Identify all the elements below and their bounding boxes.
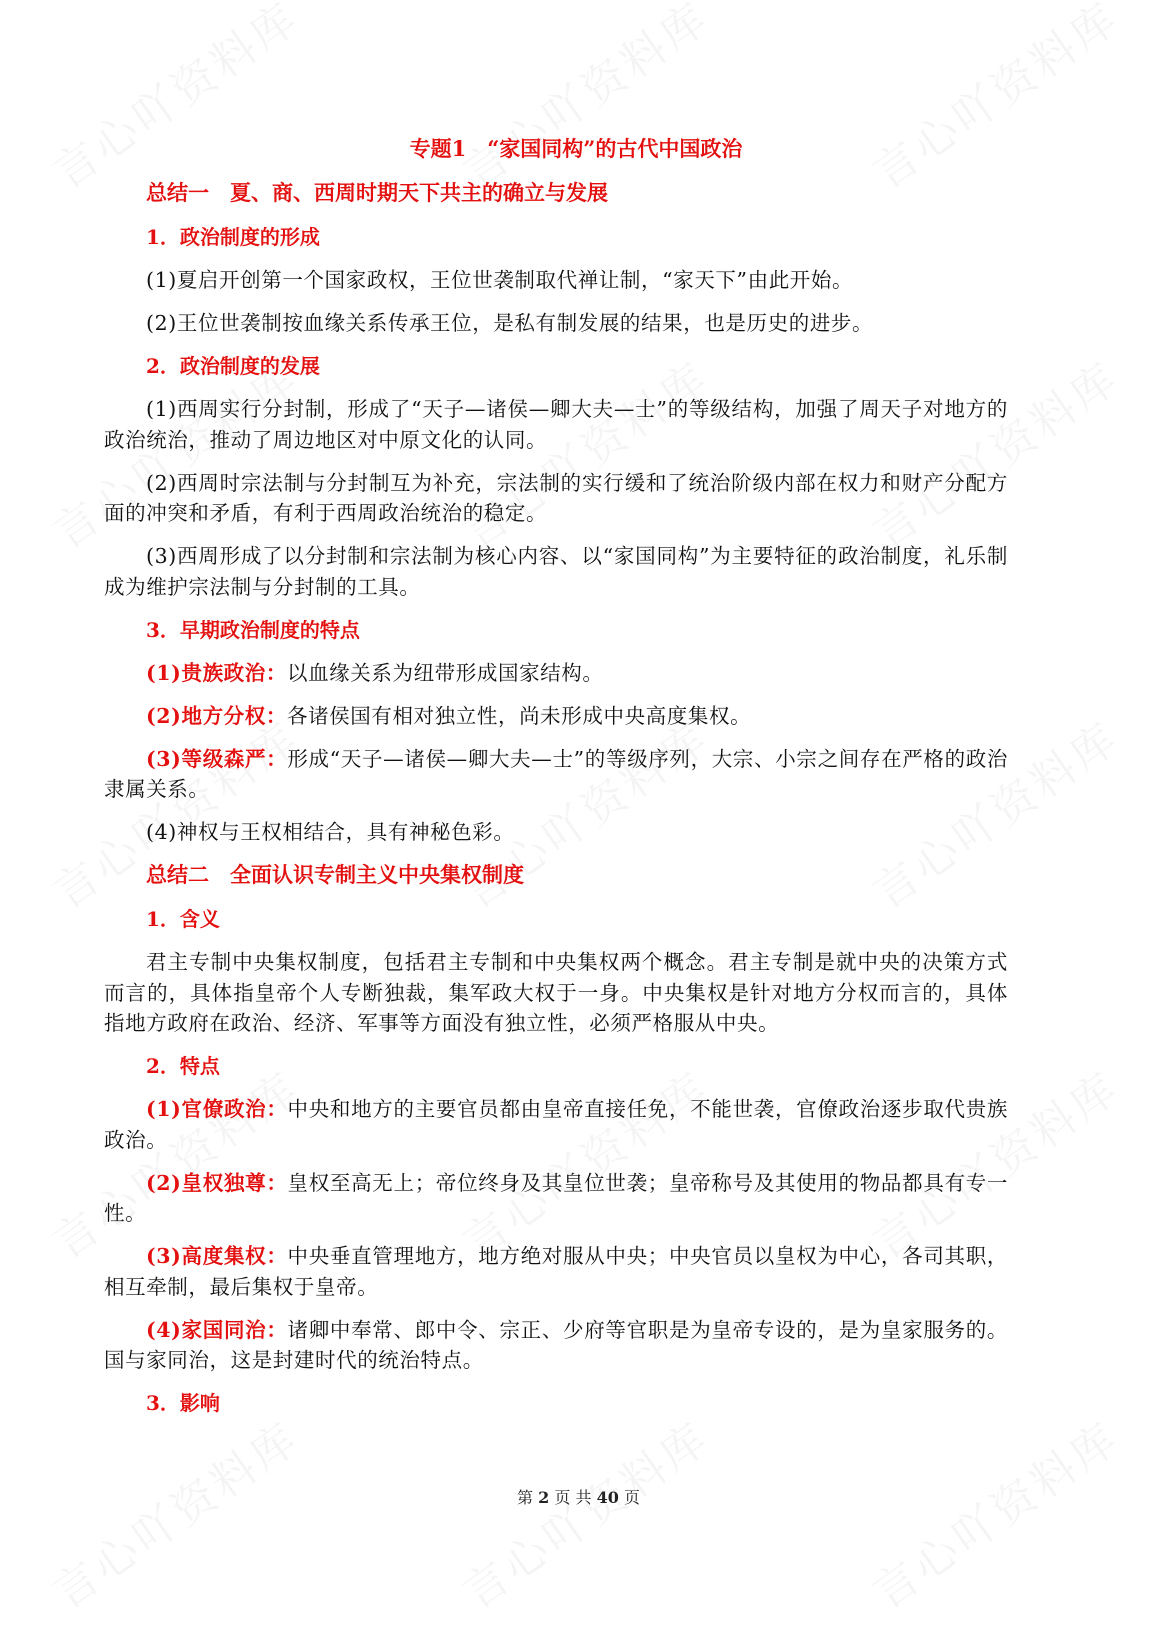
paragraph-text: 诸卿中奉常、郎中令、宗正、少府等官职是为皇帝专设的，是为皇家服务的。国与家同治，这是封建时代的统治特点。 — [104, 1317, 1008, 1372]
paragraph-lead: (2)地方分权： — [146, 703, 287, 728]
watermark-text — [858, 1403, 1131, 1621]
footer-middle: 页 共 — [554, 1488, 592, 1507]
total-pages: 40 — [596, 1488, 619, 1507]
page-footer — [0, 1485, 1157, 1508]
paragraph-lead: (3)等级森严： — [146, 746, 288, 771]
paragraph-text: (1)西周实行分封制，形成了“天子—诸侯—卿大夫—士”的等级结构，加强了周天子对地方的政治统治，推动了周边地区对中原文化的认同。 — [104, 397, 1008, 452]
subsection-heading: 3．早期政治制度的特点 — [146, 617, 360, 642]
paragraph-text: 君主专制中央集权制度，包括君主专制和中央集权两个概念。君主专制是就中央的决策方式而言的，具体指皇帝个人专断独裁，集军政大权于一身。中央集权是针对地方分权而言的，具体指地方政府在政治、经济、军事等方面没有独立性，必须严格服从中央。 — [104, 950, 1008, 1035]
footer-suffix: 页 — [623, 1488, 640, 1507]
paragraph — [104, 541, 1008, 602]
paragraph — [104, 265, 1008, 296]
paragraph-lead: (4)家国同治： — [146, 1317, 288, 1342]
paragraph-text: (2)西周时宗法制与分封制互为补充，宗法制的实行缓和了统治阶级内部在权力和财产分配方面的冲突和矛盾，有利于西周政治统治的稳定。 — [104, 470, 1008, 525]
paragraph — [104, 1315, 1008, 1376]
document-title: 专题1 “家国同构”的古代中国政治 — [409, 136, 743, 161]
paragraph-text: 中央和地方的主要官员都由皇帝直接任免，不能世袭，官僚政治逐步取代贵族政治。 — [104, 1097, 1008, 1152]
document-body — [104, 134, 1008, 1431]
paragraph — [104, 1241, 1008, 1302]
paragraph — [104, 947, 1008, 1039]
paragraph — [104, 817, 1008, 848]
page-number: 2 — [538, 1488, 550, 1507]
paragraph — [104, 658, 1008, 689]
paragraph-text: (3)西周形成了以分封制和宗法制为核心内容、以“家国同构”为主要特征的政治制度，礼乐制成为维护宗法制与分封制的工具。 — [104, 544, 1008, 599]
footer-prefix: 第 — [517, 1488, 534, 1507]
paragraph — [104, 701, 1008, 732]
paragraph-lead: (3)高度集权： — [146, 1244, 288, 1268]
subsection-heading: 2．特点 — [146, 1054, 220, 1078]
paragraph — [104, 468, 1008, 529]
paragraph-text: (2)王位世袭制按血缘关系传承王位，是私有制发展的结果，也是历史的进步。 — [146, 311, 874, 335]
paragraph-lead: (1)官僚政治： — [146, 1097, 288, 1121]
section-heading: 总结一 夏、商、西周时期天下共主的确立与发展 — [146, 180, 608, 205]
section-heading: 总结二 全面认识专制主义中央集权制度 — [146, 862, 524, 887]
paragraph — [104, 308, 1008, 339]
paragraph-text: (1)夏启开创第一个国家政权，王位世袭制取代禅让制，“家天下”由此开始。 — [146, 268, 854, 292]
paragraph-text: 皇权至高无上；帝位终身及其皇位世袭；皇帝称号及其使用的物品都具有专一性。 — [104, 1170, 1008, 1225]
paragraph-text: 形成“天子—诸侯—卿大夫—士”的等级序列，大宗、小宗之间存在严格的政治隶属关系。 — [104, 746, 1008, 801]
subsection-heading: 2．政治制度的发展 — [146, 354, 320, 378]
paragraph — [104, 1094, 1008, 1155]
paragraph — [104, 1168, 1008, 1229]
paragraph-text: 各诸侯国有相对独立性，尚未形成中央高度集权。 — [286, 703, 752, 728]
watermark-text — [448, 1403, 721, 1621]
paragraph-text: (4)神权与王权相结合，具有神秘色彩。 — [146, 820, 515, 844]
subsection-heading: 1．含义 — [146, 907, 220, 931]
subsection-heading: 3．影响 — [146, 1391, 220, 1415]
paragraph-lead: (2)皇权独尊： — [146, 1170, 288, 1195]
paragraph-text: 中央垂直管理地方，地方绝对服从中央；中央官员以皇权为中心，各司其职，相互牵制，最后集权于皇帝。 — [104, 1244, 1008, 1299]
paragraph — [104, 394, 1008, 455]
paragraph-lead: (1)贵族政治： — [146, 660, 287, 685]
watermark-text — [38, 1403, 311, 1621]
sections — [104, 178, 1008, 1418]
paragraph-text: 以血缘关系为纽带形成国家结构。 — [286, 660, 604, 685]
paragraph — [104, 744, 1008, 805]
subsection-heading: 1．政治制度的形成 — [146, 225, 320, 249]
